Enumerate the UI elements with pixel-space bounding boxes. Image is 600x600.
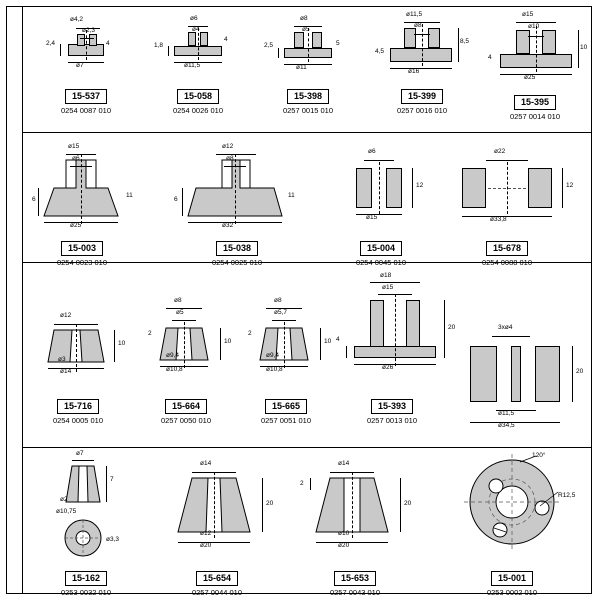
- label-block: [152, 86, 244, 115]
- drawing-number: 0254 0088 010: [481, 258, 533, 267]
- part-15-162[interactable]: [44, 450, 144, 597]
- dim-outer-dia: ø12: [222, 143, 234, 150]
- dim-line-top: [370, 282, 420, 283]
- dim-flange-dia: ø26: [382, 364, 394, 371]
- shape-flange: [390, 48, 452, 62]
- dim-length: 20: [576, 368, 584, 375]
- centerline: [395, 294, 396, 366]
- part-code: 15-653: [334, 571, 376, 586]
- dim-line-bottom: [188, 222, 282, 223]
- dim-bore-dia: ø5: [176, 309, 184, 316]
- centerline: [81, 154, 82, 224]
- dim-line-right: [106, 466, 107, 502]
- dim-bore-dia: ø15: [382, 284, 394, 291]
- dim-inner-dia: ø8: [414, 22, 422, 29]
- dim-outer-dia: ø11,5: [406, 11, 423, 18]
- dim-height: 11: [288, 192, 295, 199]
- dim-bore-dia: ø10: [338, 530, 350, 537]
- dim-line-left: [182, 188, 183, 216]
- label-block: [442, 568, 582, 597]
- dim-base-dia: ø11: [296, 64, 307, 71]
- centerline: [184, 322, 185, 368]
- dim-line-right: [320, 328, 321, 360]
- dim-line-top: [72, 460, 94, 461]
- dim-line-inner: [414, 34, 430, 35]
- drawing-number: 0253 0002 010: [486, 588, 538, 597]
- dim-bore-dia: ø6: [368, 148, 376, 155]
- dim-line-right: [262, 478, 263, 532]
- dim-height: 4: [224, 36, 228, 43]
- part-code: 15-654: [196, 571, 238, 586]
- dim-line-bottom: [500, 74, 572, 75]
- section-outline: [182, 140, 322, 220]
- shape-boss-left: [404, 28, 416, 48]
- flange-end-view: [450, 452, 590, 552]
- dim-outer-dia: ø33,8: [490, 216, 507, 223]
- dim-line-bottom: [48, 368, 104, 369]
- dim-line-bottom: [462, 216, 552, 217]
- shape-boss-left: [77, 34, 85, 46]
- part-code: 15-001: [491, 571, 533, 586]
- dim-line-right: [578, 30, 579, 68]
- dim-line-right: [400, 478, 401, 532]
- dim-flange-thk: 6: [174, 196, 178, 203]
- label-block: [162, 568, 272, 597]
- dim-base-dia: ø14: [60, 368, 72, 375]
- axis-line: [488, 188, 526, 189]
- part-code: 15-716: [57, 399, 99, 414]
- drawing-number: 0257 0015 010: [282, 106, 334, 115]
- dim-outer-dia: ø8: [300, 15, 308, 22]
- drawing-number: 0254 0023 010: [56, 258, 108, 267]
- dim-chamfer: 2: [148, 330, 152, 337]
- dim-top-dia: ø14: [200, 460, 212, 467]
- dim-height: 20: [266, 500, 274, 507]
- part-15-654[interactable]: [170, 456, 280, 597]
- dim-line-bottom: [284, 64, 332, 65]
- drawing-number: 0254 0025 010: [211, 258, 263, 267]
- part-drilled-cylinder[interactable]: [462, 318, 588, 440]
- dim-height: 4: [106, 40, 110, 47]
- label-block: [136, 396, 236, 425]
- shape-boss-right: [312, 32, 322, 48]
- dim-line-bottom: [470, 422, 560, 423]
- dim-height: 5: [336, 40, 340, 47]
- dim-line-left: [60, 44, 61, 56]
- centerline: [379, 162, 380, 214]
- dim-height: 10: [224, 338, 232, 345]
- part-15-678[interactable]: [452, 140, 582, 267]
- dim-inner-dia: ø4: [192, 26, 200, 33]
- drawing-number: 0254 0005 010: [52, 416, 104, 425]
- dim-line-top: [330, 472, 374, 473]
- dim-bore-dia: ø22: [494, 148, 506, 155]
- dim-line-holes: [492, 336, 530, 337]
- drawing-number: 0253 0032 010: [60, 588, 112, 597]
- dim-base-dia: ø11,5: [184, 62, 201, 69]
- dim-line-top: [54, 324, 98, 325]
- dim-bore-dia: ø8: [226, 155, 234, 162]
- dim-line-left: [278, 48, 279, 58]
- dim-height: 10: [324, 338, 332, 345]
- dim-line-bottom: [390, 68, 452, 69]
- dim-line-inner: [70, 166, 92, 167]
- dim-bore-dia: ø3: [58, 356, 66, 363]
- dim-height: 12: [566, 182, 574, 189]
- section-outline: [308, 456, 418, 540]
- dim-inner-dia: ø10: [528, 23, 540, 30]
- dim-height: 7: [110, 476, 114, 483]
- dim-height: 11: [126, 192, 133, 199]
- dim-top-dia: ø8: [274, 297, 282, 304]
- part-15-653[interactable]: [300, 456, 418, 597]
- shape-boss-right: [89, 34, 97, 46]
- label-block: [262, 86, 354, 115]
- dim-line-bottom: [178, 542, 250, 543]
- label-block: [36, 568, 136, 597]
- drawing-number: 0257 0051 010: [260, 416, 312, 425]
- dim-radius: R12,5: [558, 492, 576, 499]
- shape-wall-right: [528, 168, 552, 208]
- dim-line-top: [192, 472, 236, 473]
- dim-line-top: [364, 160, 394, 161]
- dim-flange-thk: 6: [32, 196, 36, 203]
- drawing-number: 0254 0087 010: [60, 106, 112, 115]
- dim-base-dia: ø7: [76, 62, 84, 69]
- shape-wall-left: [356, 168, 372, 208]
- part-15-664[interactable]: [144, 286, 240, 440]
- dim-line-inner: [272, 320, 296, 321]
- shape-bore-left: [496, 346, 512, 402]
- part-code: 15-395: [514, 95, 556, 110]
- row-separator-3: [22, 447, 592, 448]
- centerline: [76, 324, 77, 372]
- shape-wall-left: [462, 168, 486, 208]
- dim-flange-thk: 1,8: [154, 42, 164, 49]
- dim-bore-dia: ø5,7: [274, 309, 288, 316]
- part-15-399[interactable]: [372, 8, 472, 126]
- part-15-395[interactable]: [482, 8, 588, 126]
- section-outline: [244, 286, 340, 366]
- dim-line-inner: [224, 166, 246, 167]
- part-15-003[interactable]: [32, 140, 152, 267]
- dim-base-dia: ø25: [70, 222, 82, 229]
- dim-line-bottom: [68, 62, 104, 63]
- drawing-number: 0257 0043 010: [329, 588, 381, 597]
- shape-body: [470, 346, 560, 402]
- dim-base-dia: ø16: [408, 68, 420, 75]
- label-block: [336, 396, 448, 425]
- label-block: [22, 238, 142, 267]
- dim-line-left: [310, 478, 311, 490]
- label-block: [236, 396, 336, 425]
- dim-inner-dia: ø5: [302, 26, 310, 33]
- dim-line-top: [486, 160, 528, 161]
- shape-boss-left: [516, 30, 530, 54]
- label-block: [482, 92, 588, 121]
- section-outline: [32, 140, 152, 220]
- dim-outer-dia: ø15: [366, 214, 378, 221]
- dim-line-inner: [378, 294, 412, 295]
- dim-base-dia: ø10,8: [166, 366, 183, 373]
- dim-hole-dia: ø3,3: [106, 536, 120, 543]
- drawing-number: 0254 0045 010: [355, 258, 407, 267]
- dim-line-right: [572, 346, 573, 402]
- part-15-058[interactable]: [152, 14, 244, 126]
- part-code: 15-399: [401, 89, 443, 104]
- centerline: [422, 24, 423, 66]
- dim-bore-dia: ø12: [200, 530, 212, 537]
- centerline: [308, 28, 309, 62]
- dim-bore-dia: ø6: [72, 155, 80, 162]
- dim-outer-dia: ø34,5: [498, 422, 515, 429]
- dim-line-inner: [80, 38, 94, 39]
- part-code: 15-393: [371, 399, 413, 414]
- label-block: [172, 238, 302, 267]
- dim-top-dia: ø7: [76, 450, 84, 457]
- dim-line-top: [404, 22, 440, 23]
- part-code: 15-678: [486, 241, 528, 256]
- row-separator-1: [22, 132, 592, 133]
- part-code: 15-058: [177, 89, 219, 104]
- drawing-number: 0254 0026 010: [172, 106, 224, 115]
- dim-height: 8,5: [460, 38, 470, 45]
- part-15-716[interactable]: [36, 300, 136, 440]
- centerline: [235, 154, 236, 224]
- dim-line-right: [412, 168, 413, 208]
- dim-angle: 120°: [532, 452, 546, 459]
- dim-height: 10: [580, 44, 588, 51]
- part-code: 15-003: [61, 241, 103, 256]
- dim-base-dia: ø20: [200, 542, 212, 549]
- part-15-038[interactable]: [174, 140, 322, 267]
- shape-boss-left: [294, 32, 304, 48]
- dim-line-inner: [172, 320, 196, 321]
- dim-line-right: [562, 168, 563, 208]
- shape-boss-right: [542, 30, 556, 54]
- dim-line-top: [216, 154, 256, 155]
- dim-height: 20: [404, 500, 412, 507]
- dim-top-dia: ø8: [174, 297, 182, 304]
- dim-line-right: [458, 28, 459, 62]
- drawing-number: 0257 0044 010: [191, 588, 243, 597]
- part-15-665[interactable]: [244, 286, 340, 440]
- centerline: [86, 30, 87, 60]
- label-block: [326, 238, 436, 267]
- dim-line-bottom: [356, 214, 402, 215]
- section-outline: [144, 286, 240, 366]
- dim-line-left: [38, 188, 39, 216]
- dim-base-dia: ø10,8: [266, 366, 283, 373]
- part-code: 15-398: [287, 89, 329, 104]
- dim-base-dia: ø10,75: [56, 508, 77, 515]
- dim-line-bottom: [354, 364, 436, 365]
- dim-hole-pattern: 3xø4: [498, 324, 513, 331]
- dim-outer-dia: ø15: [68, 143, 80, 150]
- drawing-number: 0257 0016 010: [396, 106, 448, 115]
- dim-outer-dia: ø6: [190, 15, 198, 22]
- part-15-537[interactable]: [40, 14, 132, 126]
- centerline: [214, 472, 215, 538]
- dim-step: 2: [300, 480, 304, 487]
- part-15-398[interactable]: [262, 14, 354, 126]
- dim-flange-thk: 2,5: [264, 42, 274, 49]
- dim-height: 10: [118, 340, 126, 347]
- dim-inner-dia: ø2,3: [82, 27, 96, 34]
- part-code: 15-665: [265, 399, 307, 414]
- part-code: 15-004: [360, 241, 402, 256]
- shape-boss-left: [188, 32, 196, 46]
- dim-top-dia: ø12: [60, 312, 72, 319]
- shape-wall-right: [386, 168, 402, 208]
- dim-line-right: [220, 328, 221, 360]
- shape-boss-right: [200, 32, 208, 46]
- dim-top-dia: ø14: [338, 460, 350, 467]
- label-block: [40, 86, 132, 115]
- centerline: [352, 472, 353, 538]
- label-block: [300, 568, 410, 597]
- dim-flange-thk: 4: [336, 336, 340, 343]
- dim-height: 20: [448, 324, 456, 331]
- label-block: [372, 86, 472, 115]
- part-code: 15-537: [65, 89, 107, 104]
- label-block: [28, 396, 128, 425]
- dim-line-inner: [528, 36, 544, 37]
- label-block: [442, 238, 572, 267]
- shape-bore-right: [520, 346, 536, 402]
- part-15-004[interactable]: [338, 140, 438, 267]
- dim-line-left: [346, 346, 347, 358]
- dim-base-dia: ø25: [524, 74, 536, 81]
- sheet-left-margin-line: [22, 6, 23, 594]
- part-code: 15-664: [165, 399, 207, 414]
- centerline: [536, 26, 537, 72]
- part-15-001[interactable]: [450, 452, 590, 597]
- dim-flange-thk: 4: [488, 54, 492, 61]
- dim-line-bottom: [316, 542, 388, 543]
- drawing-number: 0257 0013 010: [366, 416, 418, 425]
- section-outline: [36, 300, 136, 364]
- drawing-number: 0257 0050 010: [160, 416, 212, 425]
- dim-height: 12: [416, 182, 424, 189]
- section-outline: [170, 456, 280, 540]
- dim-line-top: [66, 154, 96, 155]
- dim-bore-dia: ø2: [60, 496, 68, 503]
- dim-outer-dia: ø18: [380, 272, 392, 279]
- dim-base-dia: ø20: [338, 542, 350, 549]
- drawing-number: 0257 0014 010: [509, 112, 561, 121]
- dim-flange-thk: 4,5: [375, 48, 385, 55]
- centerline: [284, 322, 285, 368]
- dim-outer-dia: ø15: [522, 11, 534, 18]
- dim-bore-dia: ø11,5: [498, 410, 515, 417]
- dim-line-right: [114, 330, 115, 362]
- part-code: 15-162: [65, 571, 107, 586]
- dim-line-left: [168, 46, 169, 56]
- dim-chamfer: 2: [248, 330, 252, 337]
- part-15-393[interactable]: [336, 272, 456, 440]
- shape-boss-right: [428, 28, 440, 48]
- dim-mid-dia: ø9,4: [166, 352, 180, 359]
- dim-base-dia: ø32: [222, 222, 234, 229]
- dim-outer-dia: ø4,2: [70, 16, 84, 23]
- dim-line-top: [166, 308, 202, 309]
- dim-mid-dia: ø9,4: [266, 352, 280, 359]
- dim-flange-thk: 2,4: [46, 40, 56, 47]
- dim-line-right: [444, 300, 445, 358]
- part-code: 15-038: [216, 241, 258, 256]
